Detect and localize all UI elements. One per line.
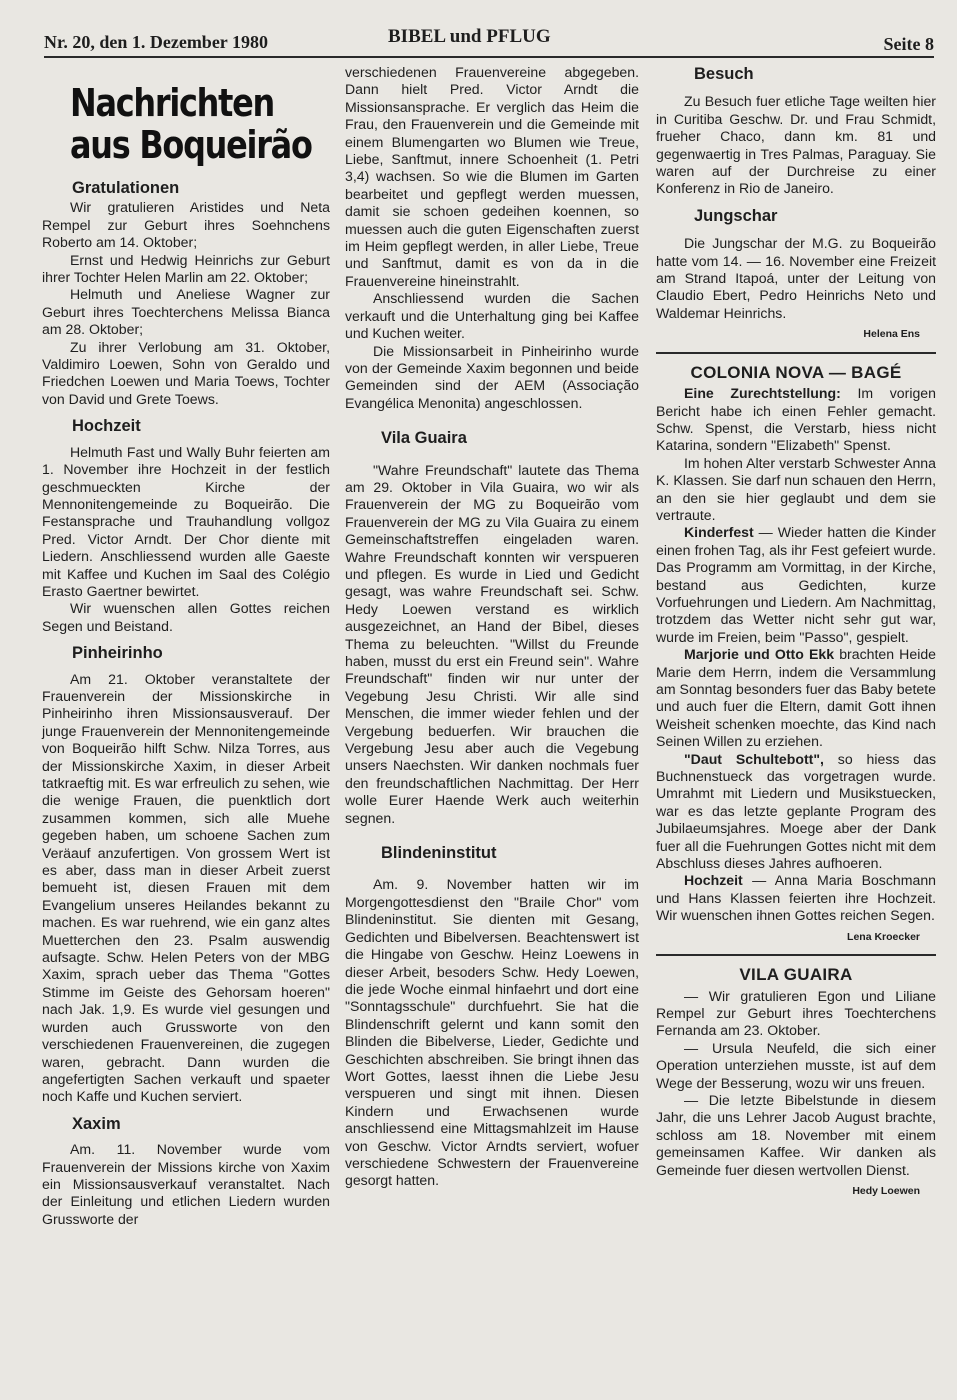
article-paragraph: Anschliessend wurden die Sachen verkauft und die Unterhaltung ging bei Kaffee und Kuchen weiter.: [345, 290, 639, 342]
middle-column: [345, 64, 639, 1190]
author-signature: Helena Ens: [863, 328, 920, 341]
paragraph-text: brachten Heide Marie dem Herrn, indem die Versammlung am Sonntag besonders fuer das Baby betete und auch fuer die Eltern, damit Gott ihnen Weisheit schenken moechte, das Kind nach Seinen Willen zu erziehen.: [656, 646, 936, 750]
paragraph-text: — Wieder hatten die Kinder einen frohen Tag, als ihr Fest gefeiert wurde. Das Programm am Vormittag, in der Kirche, bestand aus Gedichten, kurze Vorfuehrungen und Liedern. Am Nachmittag, trotzdem das Wetter nicht sehr gut war, wurde im Freien, beim "Passo", gespielt.: [656, 524, 936, 645]
paragraph-text: so hiess das Buchnenstueck das vorgetragen wurde. Umrahmt mit Liedern und Musikstuecken, war es das letzte geplante Program des Jubilaeumsjahres. Moege aber der Dank fuer all die Fuehrungen Gottes nicht mit dem Abschluss dieses Jahres aufhoeren.: [656, 750, 936, 872]
article-paragraph: Am. 9. November hatten wir im Morgengottesdienst den "Braile Chor" vom Blindeninstitut. Sie dienten mit Gesang, Gedichten und Bibelversen. Beachtenswert ist die Hingabe von Geschw. Heinz Loewens in dieser Arbeit, besoders Schw. Hedy Loewen, die jede Woche einmal hinfaehrt und dort eine "Sonntagsschule" durchfuehrt. Sie hat die Blindenschrift gelernt und kann somit den Blinden die Bibelverse, Lieder, Gedichte und Geschichten abschreiben. Sie bringt ihnen das Wort Gottes, laesst ihnen die Liebe Jesu verspueren und singt mit ihnen. Diesen Kindern und Erwachsenen wurde anschliessend eine Mittagsmahlzeit im Hause von Geschw. Victor Arndts serviert, wofuer verschiedene Schwestern der Frauenvereine gesorgt hatten.: [345, 876, 639, 1189]
article-paragraph: verschiedenen Frauenvereine abgegeben. Dann hielt Pred. Victor Arndt die Missionsansprache. Er verglich das Heim die Frau, den Frauenverein und die Gemeinde mit einem Blumengarten wo Blumen wie Treue, Liebe, Sanftmut, innere Schoenheit (1. Petri 3,4) wachsen. So wie die Blumen im Garten bearbeitet und gepflegt werden muessen, damit sie schoen gedeihen koennen, so muessen auch die guten Eigenschaften zuerst im Heim gepflegt werden, in aller Liebe, Treue und Sanftmut, damit es von da in die Frauenvereine hineinstrahlt.: [345, 64, 639, 289]
article-paragraph: — Ursula Neufeld, die sich einer Operation unterziehen musste, ist auf dem Wege der Besserung, wozu wir uns freuen.: [656, 1039, 936, 1091]
article-paragraph: Am 21. Oktober veranstaltete der Frauenverein der Missionskirche in Pinheirinho ihren Missionsausverauf. Der junge Frauenverein der Mennonitengemeinde von Boqueirão hilft Schw. Nilza Torres, aus der Missionskirche Xaxim, in dieser Arbeit tatkraeftig mit. Es war erfreulich zu sehen, wie die wenige Frauen, die puenktlich dort zusammen kommen, sich alle Muehe gegeben haben, um schoene Sachen zum Veräauf anzufertigen. Von grossem Wert ist es aber, dass man in dieser Arbeit zuerst bemueht ist, diesen Frauen mit dem Evangelium unseres Heilandes bekannt zu machen. Es war ruehrend, wie ein ganz altes Muetterchen den 23. Psalm auswendig aufsagte. Schw. Helen Peters von der MBG Xaxim, sprach ueber das Thema "Gottes Stimme im Geiste des Gehorsam hoeren" nach Jak. 1,9. Es wurde viel gesungen und wurden auch Grussworte von den verschiedenen Frauenvereinen, die zugegen waren, gebracht. Dann wurden die angefertigten Sachen verkauft und spaeter noch Kaffe und Kuchen serviert.: [42, 670, 330, 1105]
page-header: [44, 26, 934, 58]
publication-title: BIBEL und PFLUG: [388, 26, 551, 47]
paragraph-text: Im hohen Alter verstarb Schwester Anna K. Klassen. Sie darf nun schauen den Herrn, an den sie hier geglaubt und dem sie vertraute.: [656, 454, 936, 523]
article-paragraph: "Wahre Freundschaft" lautete das Thema am 29. Oktober in Vila Guaira, wo wir als Frauenverein der MG zu Boqueirão vom Frauenverein der MG zu Vila Guaira zu einem Gemeinschaftstreffen eingeladen waren. Wahre Freundschaft konnten wir verspueren und pflegen. Es wurde in Lied und Gedicht gesagt, was wahre Freundschaft sei. Schw. Hedy Loewen verstand es wirklich ausgezeichnet, an Hand der Bibel, dieses Thema zu beleuchten. "Willst du Freunde haben, musst du erst ein Freund sein". Wahre Freundschaft" finden wir nur unter der Vegebung Jesu Christi. Wir alle sind Menschen, die immer wieder fehlen und der Vergebung beduerfen. Wir brauchen die Vergebung Jesu aber auch die Vegebung unsers Naechsten. Wir danken nochmals fuer den freundschaftlichen Nachmittag. Der Herr wolle Eurer Haende Werk auch weiterhin segnen.: [345, 461, 639, 826]
masthead-line-2: aus Boqueirão: [70, 123, 312, 167]
article-paragraph: Zu ihrer Verlobung am 31. Oktober, Valdimiro Loewen, Sohn von Geraldo und Friedchen Loewen und Maria Toews, Tochter von David und Grete Toews.: [42, 338, 330, 407]
article-paragraph: [656, 385, 936, 455]
heading-besuch: Besuch: [694, 65, 754, 83]
author-signature: Lena Kroecker: [847, 930, 920, 943]
issue-date: Nr. 20, den 1. Dezember 1980: [44, 32, 268, 52]
heading-vila-guaira: Vila Guaira: [381, 429, 467, 448]
article-paragraph: Die Missionsarbeit in Pinheirinho wurde von der Gemeinde Xaxim begonnen und beide Gemeinden sind der AEM (Associação Evangélica Menonita) angeschlossen.: [345, 342, 639, 411]
heading-blindeninstitut: Blindeninstitut: [381, 844, 497, 863]
article-paragraph: Am. 11. November wurde vom Frauenverein der Missions kirche von Xaxim ein Missionsausverkauf veranstaltet. Nach der Einleitung und etlichen Liedern wurden Grussworte der: [42, 1141, 330, 1227]
heading-hochzeit: Hochzeit: [72, 417, 141, 436]
lead-in: "Daut Schultebott",: [684, 750, 824, 767]
heading-pinheirinho: Pinheirinho: [72, 644, 163, 663]
lead-in: Marjorie und Otto Ekk: [684, 646, 835, 663]
masthead-title: [70, 82, 322, 166]
article-paragraph: — Die letzte Bibelstunde in diesem Jahr, die uns Lehrer Jacob August brachte, schloss am 18. November mit einem gemeinsamen Kaffee. Wir danken als Gemeinde fuer diesen wertvollen Dienst.: [656, 1091, 936, 1178]
heading-gratulationen: Gratulationen: [72, 179, 180, 197]
article-paragraph: Die Jungschar der M.G. zu Boqueirão hatte vom 14. — 16. November eine Freizeit am Strand Itapoá, unter der Leitung von Claudio Ebert, Pedro Heinrichs Neto und Waldemar Heinrichs.: [656, 235, 936, 321]
right-column: [656, 64, 936, 1206]
article-paragraph: [656, 455, 936, 525]
section-divider: [656, 352, 936, 354]
article-paragraph: Ernst und Hedwig Heinrichs zur Geburt ihrer Tochter Helen Marlin am 22. Oktober;: [42, 251, 330, 286]
article-paragraph: Helmuth und Aneliese Wagner zur Geburt ihres Toechterchens Melissa Bianca am 28. Oktober;: [42, 286, 330, 338]
left-column: [42, 64, 330, 1228]
lead-in: Hochzeit: [684, 872, 743, 889]
section-divider: [656, 954, 936, 956]
section-title-colonia-nova: COLONIA NOVA — BAGÉ: [690, 362, 902, 382]
article-paragraph: Wir gratulieren Aristides und Neta Rempel zur Geburt ihres Soehnchens Roberto am 14. Oktober;: [42, 199, 330, 251]
lead-in: Kinderfest: [684, 524, 754, 541]
article-paragraph: [656, 524, 936, 646]
article-paragraph: [656, 872, 936, 924]
article-paragraph: Wir wuenschen allen Gottes reichen Segen und Beistand.: [42, 600, 330, 634]
article-paragraph: [656, 751, 936, 873]
masthead-line-1: Nachrichten: [70, 81, 275, 125]
article-paragraph: [656, 646, 936, 750]
paragraph-text: — Anna Maria Boschmann und Hans Klassen feierten ihre Hochzeit. Wir wuenschen ihnen Gottes reichen Segen.: [656, 872, 936, 924]
lead-in: Eine Zurechtstellung:: [684, 385, 841, 402]
article-paragraph: Helmuth Fast und Wally Buhr feierten am 1. November ihre Hochzeit in der festlich geschmueckten Kirche der Mennonitengemeinde zu Boqueirão. Die Festansprache und Trauhandlung vollgoz Pred. Victor Arndt. Der Chor diente mit Liedern. Anschliessend wurden alle Gaeste mit Kaffee und Kuchen im Saal des Colégio Erasto Gaertner bewirtet.: [42, 443, 330, 599]
author-signature: Hedy Loewen: [852, 1184, 920, 1197]
section-title-vila-guaira: VILA GUAIRA: [739, 965, 853, 985]
heading-xaxim: Xaxim: [72, 1114, 121, 1133]
article-paragraph: Zu Besuch fuer etliche Tage weilten hier in Curitiba Geschw. Dr. und Frau Schmidt, frueher Chaco, dann km. 81 und gegenwaertig in Tres Palmas, Paraguay. Sie waren auf der Durchreise zu einer Konferenz in Rio de Janeiro.: [656, 93, 936, 197]
page-number: Seite 8: [883, 34, 934, 54]
paragraph-text: Im vorigen Bericht habe ich einen Fehler gemacht. Schw. Spenst, die Verstarb, hiess nicht Katarina, sondern "Elizabeth" Spenst.: [656, 385, 936, 454]
heading-jungschar: Jungschar: [694, 206, 778, 225]
article-paragraph: — Wir gratulieren Egon und Liliane Rempel zur Geburt ihres Toechterchens Fernanda am 23. Oktober.: [656, 987, 936, 1039]
